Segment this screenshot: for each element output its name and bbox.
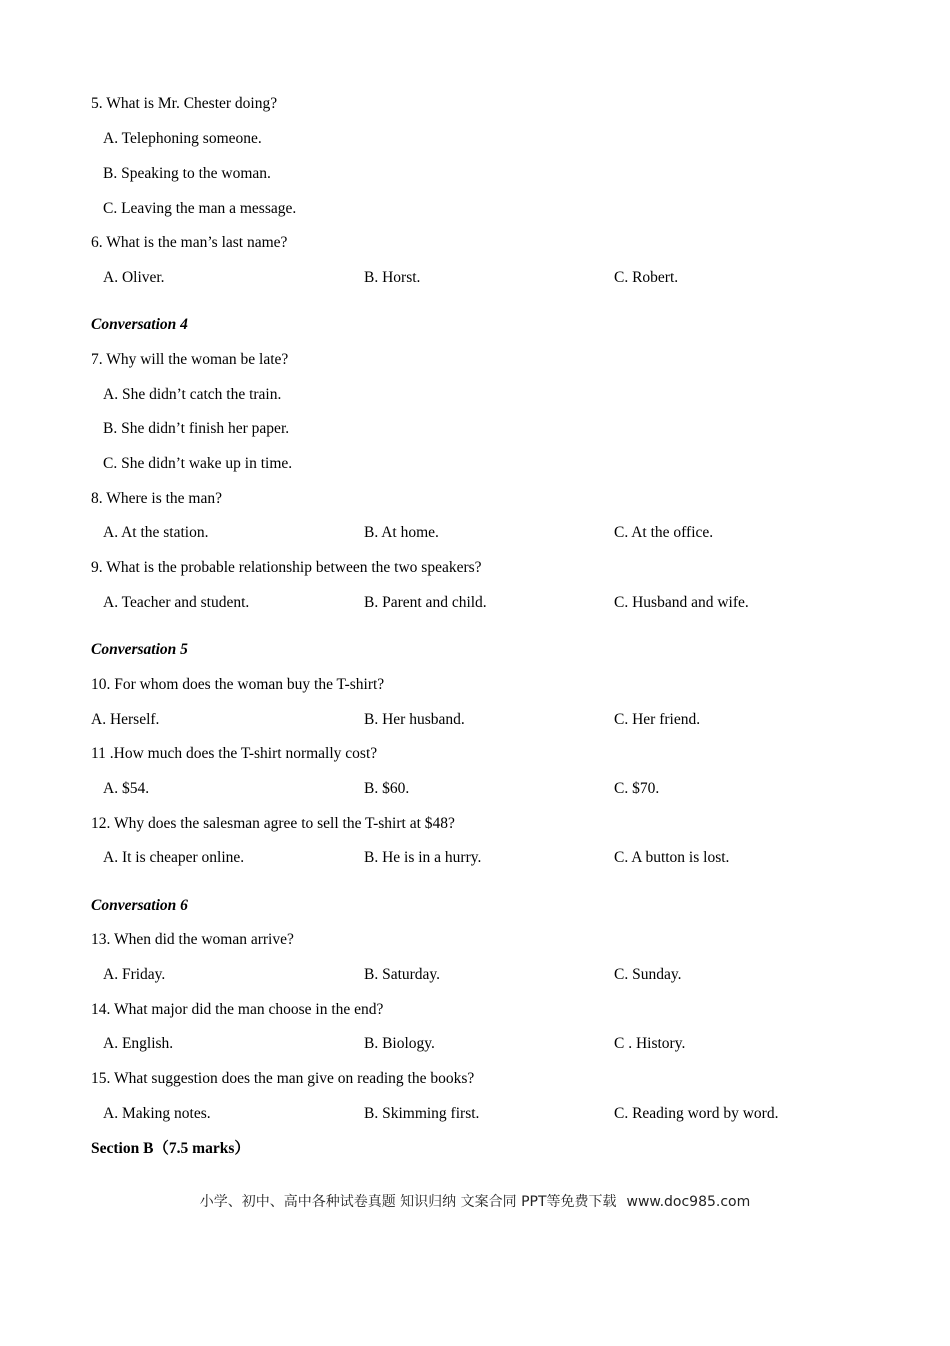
question-6: 6. What is the man’s last name? — [91, 234, 288, 251]
q15-option-a: A. Making notes. — [103, 1105, 211, 1122]
q12-option-c: C. A button is lost. — [614, 849, 730, 866]
q8-option-c: C. At the office. — [614, 524, 714, 541]
q12-option-b: B. He is in a hurry. — [364, 849, 482, 866]
question-7: 7. Why will the woman be late? — [91, 351, 289, 368]
question-8: 8. Where is the man? — [91, 490, 222, 507]
q9-option-c: C. Husband and wife. — [614, 594, 749, 611]
conversation-4-heading: Conversation 4 — [91, 316, 188, 333]
question-12: 12. Why does the salesman agree to sell the T-shirt at $48? — [91, 815, 455, 832]
question-10: 10. For whom does the woman buy the T-shirt? — [91, 676, 385, 693]
question-14: 14. What major did the man choose in the end? — [91, 1001, 384, 1018]
page-footer — [0, 1193, 950, 1211]
q7-option-c: C. She didn’t wake up in time. — [103, 455, 293, 472]
q5-option-a: A. Telephoning someone. — [103, 130, 262, 147]
q5-option-b: B. Speaking to the woman. — [103, 165, 271, 182]
conversation-5-heading: Conversation 5 — [91, 641, 188, 658]
footer-text: 小学、初中、高中各种试卷真题 知识归纳 文案合同 PPT等免费下载 — [199, 1194, 617, 1210]
section-b-heading: Section B（7.5 marks） — [91, 1140, 250, 1157]
q10-option-a: A. Herself. — [91, 711, 160, 728]
q6-option-b: B. Horst. — [364, 269, 421, 286]
q9-option-b: B. Parent and child. — [364, 594, 487, 611]
q8-option-a: A. At the station. — [103, 524, 209, 541]
question-5: 5. What is Mr. Chester doing? — [91, 95, 278, 112]
q14-option-b: B. Biology. — [364, 1035, 435, 1052]
q11-option-b: B. $60. — [364, 780, 410, 797]
q14-option-a: A. English. — [103, 1035, 174, 1052]
conversation-6-heading: Conversation 6 — [91, 897, 188, 914]
q14-option-c: C . History. — [614, 1035, 686, 1052]
footer-url[interactable]: www.doc985.com — [626, 1194, 751, 1210]
q7-option-a: A. She didn’t catch the train. — [103, 386, 282, 403]
q13-option-c: C. Sunday. — [614, 966, 682, 983]
q10-option-b: B. Her husband. — [364, 711, 465, 728]
q12-option-a: A. It is cheaper online. — [103, 849, 245, 866]
q11-option-c: C. $70. — [614, 780, 660, 797]
q13-option-b: B. Saturday. — [364, 966, 441, 983]
q11-option-a: A. $54. — [103, 780, 150, 797]
question-13: 13. When did the woman arrive? — [91, 931, 294, 948]
question-9: 9. What is the probable relationship between the two speakers? — [91, 559, 482, 576]
question-15: 15. What suggestion does the man give on reading the books? — [91, 1070, 475, 1087]
q13-option-a: A. Friday. — [103, 966, 166, 983]
q6-option-a: A. Oliver. — [103, 269, 165, 286]
q9-option-a: A. Teacher and student. — [103, 594, 250, 611]
q6-option-c: C. Robert. — [614, 269, 679, 286]
q15-option-b: B. Skimming first. — [364, 1105, 480, 1122]
question-11: 11 .How much does the T-shirt normally cost? — [91, 745, 378, 762]
q7-option-b: B. She didn’t finish her paper. — [103, 420, 290, 437]
q8-option-b: B. At home. — [364, 524, 439, 541]
q15-option-c: C. Reading word by word. — [614, 1105, 779, 1122]
q10-option-c: C. Her friend. — [614, 711, 701, 728]
q5-option-c: C. Leaving the man a message. — [103, 200, 297, 217]
